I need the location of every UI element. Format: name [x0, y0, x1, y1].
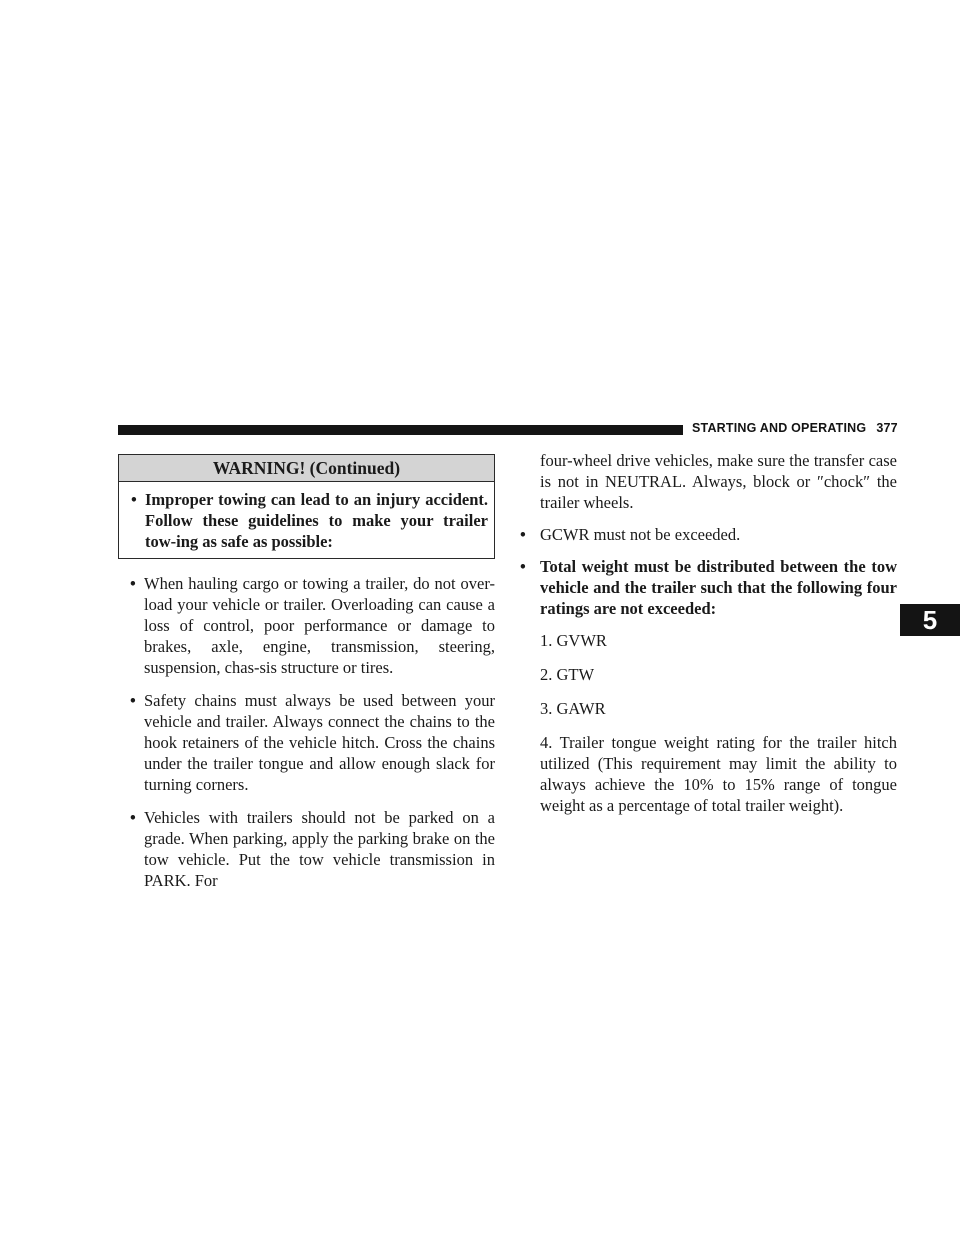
bullet-dot: •	[130, 808, 136, 827]
list-item	[118, 690, 495, 795]
rating-item-tongue-weight: 4. Trailer tongue weight rating for the trailer hitch utilized (This requirement may limit the ability to always achieve the 10% to 15% range of tongue weight as a percentage of total trailer weight).	[540, 733, 897, 815]
list-item	[519, 524, 897, 545]
left-bullet-list	[118, 573, 495, 891]
right-bullet-list	[519, 524, 897, 619]
header-rule	[118, 425, 683, 435]
rating-item: 1. GVWR	[540, 631, 607, 650]
warning-box	[118, 454, 495, 559]
list-item	[118, 807, 495, 891]
continued-text: four-wheel drive vehicles, make sure the transfer case is not in NEUTRAL. Always, block or ″chock″ the trailer wheels.	[540, 451, 897, 512]
warning-body	[119, 482, 494, 558]
bullet-dot: •	[520, 557, 526, 576]
bullet-dot: •	[520, 525, 526, 544]
warning-item	[119, 489, 488, 552]
section-title: STARTING AND OPERATING	[692, 421, 867, 435]
rating-item: 3. GAWR	[540, 699, 606, 718]
bullet-dot: •	[130, 691, 136, 710]
right-column	[519, 450, 897, 816]
list-item-text: Vehicles with trailers should not be parked on a grade. When parking, apply the parking brake on the tow vehicle. Put the tow vehicle transmission in PARK. For	[144, 808, 495, 890]
list-item-text: When hauling cargo or towing a trailer, do not over-load your vehicle or trailer. Overloading can cause a loss of control, poor performance or damage to brakes, axle, engine, transmission, steering, suspension, chas-sis structure or tires.	[144, 574, 495, 677]
list-item	[118, 573, 495, 678]
chapter-tab: 5	[900, 604, 960, 636]
list-item-text: GCWR must not be exceeded.	[540, 525, 741, 544]
list-item-text: Safety chains must always be used between your vehicle and trailer. Always connect the chains to the hook retainers of the vehicle hitch. Cross the chains under the trailer tongue and allow enough slack for turning corners.	[144, 691, 495, 794]
bullet-dot: •	[130, 574, 136, 593]
list-item-text: Total weight must be distributed between the tow vehicle and the trailer such that the following four ratings are not exceeded:	[540, 557, 897, 618]
page-number: 377	[876, 421, 898, 435]
warning-title: WARNING! (Continued)	[119, 455, 494, 482]
bullet-dot: •	[131, 490, 137, 509]
warning-item-text: Improper towing can lead to an injury accident. Follow these guidelines to make your trailer tow-ing as safe as possible:	[145, 490, 488, 551]
left-column	[118, 454, 495, 903]
rating-item: 2. GTW	[540, 665, 595, 684]
list-item	[519, 556, 897, 619]
running-header	[692, 421, 898, 435]
